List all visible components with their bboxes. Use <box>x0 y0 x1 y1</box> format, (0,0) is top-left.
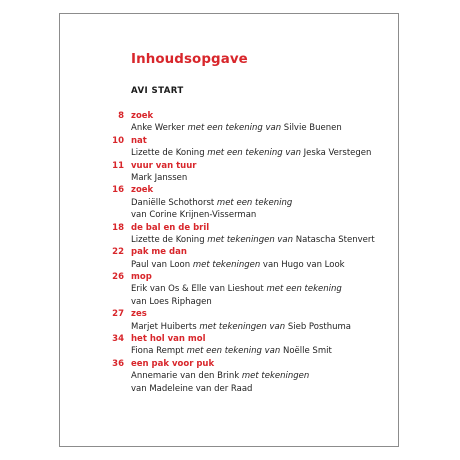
credit-text: van Madeleine van der Raad <box>131 383 253 394</box>
credit-text: Paul van Loon <box>131 259 193 270</box>
author-credit <box>131 259 345 271</box>
credit-line <box>60 209 398 221</box>
toc-entry <box>60 184 398 221</box>
page-number: 34 <box>112 334 124 345</box>
page-number: 36 <box>112 358 124 369</box>
author-credit <box>131 122 342 134</box>
credit-italic-text: met tekeningen <box>241 371 310 382</box>
credit-text: Noëlle Smit <box>280 346 332 357</box>
credit-line <box>60 383 398 395</box>
credit-italic-text: met tekeningen van <box>207 234 294 245</box>
story-title: vuur van tuur <box>131 160 197 171</box>
toc-entry <box>60 308 398 333</box>
page-number: 8 <box>118 111 124 121</box>
toc-entry-heading <box>60 333 398 345</box>
page-number: 16 <box>112 185 124 196</box>
toc-entry-heading <box>60 160 398 172</box>
credit-line <box>60 321 398 333</box>
author-credit <box>131 209 256 221</box>
story-title: een pak voor puk <box>131 358 215 369</box>
credit-italic-text: met een tekening van <box>207 148 301 159</box>
credit-line <box>60 296 398 308</box>
toc-entry-heading <box>60 110 398 122</box>
toc-entry <box>60 333 398 358</box>
toc-entry-heading <box>60 358 398 370</box>
toc-entry <box>60 246 398 271</box>
credit-text: Silvie Buenen <box>281 123 342 134</box>
page-number: 26 <box>112 272 124 283</box>
story-title: zoek <box>131 111 154 121</box>
book-page <box>59 13 399 447</box>
toc-entry <box>60 358 398 395</box>
toc-entry-heading <box>60 308 398 320</box>
credit-line <box>60 345 398 357</box>
page-number: 18 <box>112 222 124 233</box>
credit-text: van Hugo van Look <box>260 259 345 270</box>
credit-text: Sieb Posthuma <box>285 321 351 332</box>
toc-entry-heading <box>60 222 398 234</box>
credit-italic-text: met een tekening <box>216 197 293 208</box>
author-credit <box>131 345 332 357</box>
author-credit <box>131 197 292 209</box>
credit-text: Marjet Huiberts <box>131 321 200 332</box>
credit-text: Anke Werker <box>131 123 188 134</box>
credit-line <box>60 283 398 295</box>
story-title: de bal en de bril <box>131 222 210 233</box>
author-credit <box>131 370 309 382</box>
credit-text: Lizette de Koning <box>131 148 208 159</box>
author-credit <box>131 321 351 333</box>
toc-entry <box>60 135 398 160</box>
credit-text: Fiona Rempt <box>131 346 187 357</box>
credit-line <box>60 197 398 209</box>
toc-entry-heading <box>60 135 398 147</box>
page-number: 11 <box>112 160 124 171</box>
page-number: 27 <box>112 309 124 320</box>
credit-text: Annemarie van den Brink <box>131 371 242 382</box>
credit-text: Mark Janssen <box>131 172 188 183</box>
page-number: 10 <box>112 135 124 146</box>
author-credit <box>131 296 212 308</box>
section-heading: AVI START <box>131 86 184 96</box>
credit-line <box>60 172 398 184</box>
story-title: zes <box>131 309 147 320</box>
credit-italic-text: met een tekening van <box>186 346 281 357</box>
toc-entry-heading <box>60 271 398 283</box>
credit-text: Jeska Verstegen <box>300 148 372 159</box>
story-title: nat <box>131 135 147 146</box>
credit-italic-text: met een tekening <box>266 284 342 295</box>
credit-line <box>60 370 398 382</box>
credit-italic-text: met tekeningen van <box>199 321 286 332</box>
credit-line <box>60 234 398 246</box>
toc-entry <box>60 222 398 247</box>
credit-line <box>60 122 398 134</box>
story-title: het hol van mol <box>131 334 206 345</box>
credit-line <box>60 147 398 159</box>
toc-entry-heading <box>60 184 398 196</box>
story-title: pak me dan <box>131 247 187 258</box>
author-credit <box>131 283 342 295</box>
credit-text: Lizette de Koning <box>131 234 208 245</box>
story-title: mop <box>131 272 152 283</box>
story-title: zoek <box>131 185 154 196</box>
page-title: Inhoudsopgave <box>131 52 248 67</box>
credit-italic-text: met tekeningen <box>192 259 261 270</box>
page-number: 22 <box>112 247 124 258</box>
toc-entry <box>60 110 398 135</box>
credit-text: van Corine Krijnen-Visserman <box>131 210 257 221</box>
credit-text: Erik van Os & Elle van Lieshout <box>131 284 267 295</box>
credit-italic-text: met een tekening van <box>187 123 282 134</box>
toc-entry <box>60 271 398 308</box>
toc-entry-heading <box>60 246 398 258</box>
credit-line <box>60 259 398 271</box>
author-credit <box>131 172 187 184</box>
toc-entry <box>60 160 398 185</box>
credit-text: van Loes Riphagen <box>131 296 212 307</box>
credit-text: Daniëlle Schothorst <box>131 197 217 208</box>
credit-text: Natascha Stenvert <box>293 234 375 245</box>
author-credit <box>131 234 375 246</box>
author-credit <box>131 383 252 395</box>
author-credit <box>131 147 371 159</box>
table-of-contents <box>60 110 398 395</box>
